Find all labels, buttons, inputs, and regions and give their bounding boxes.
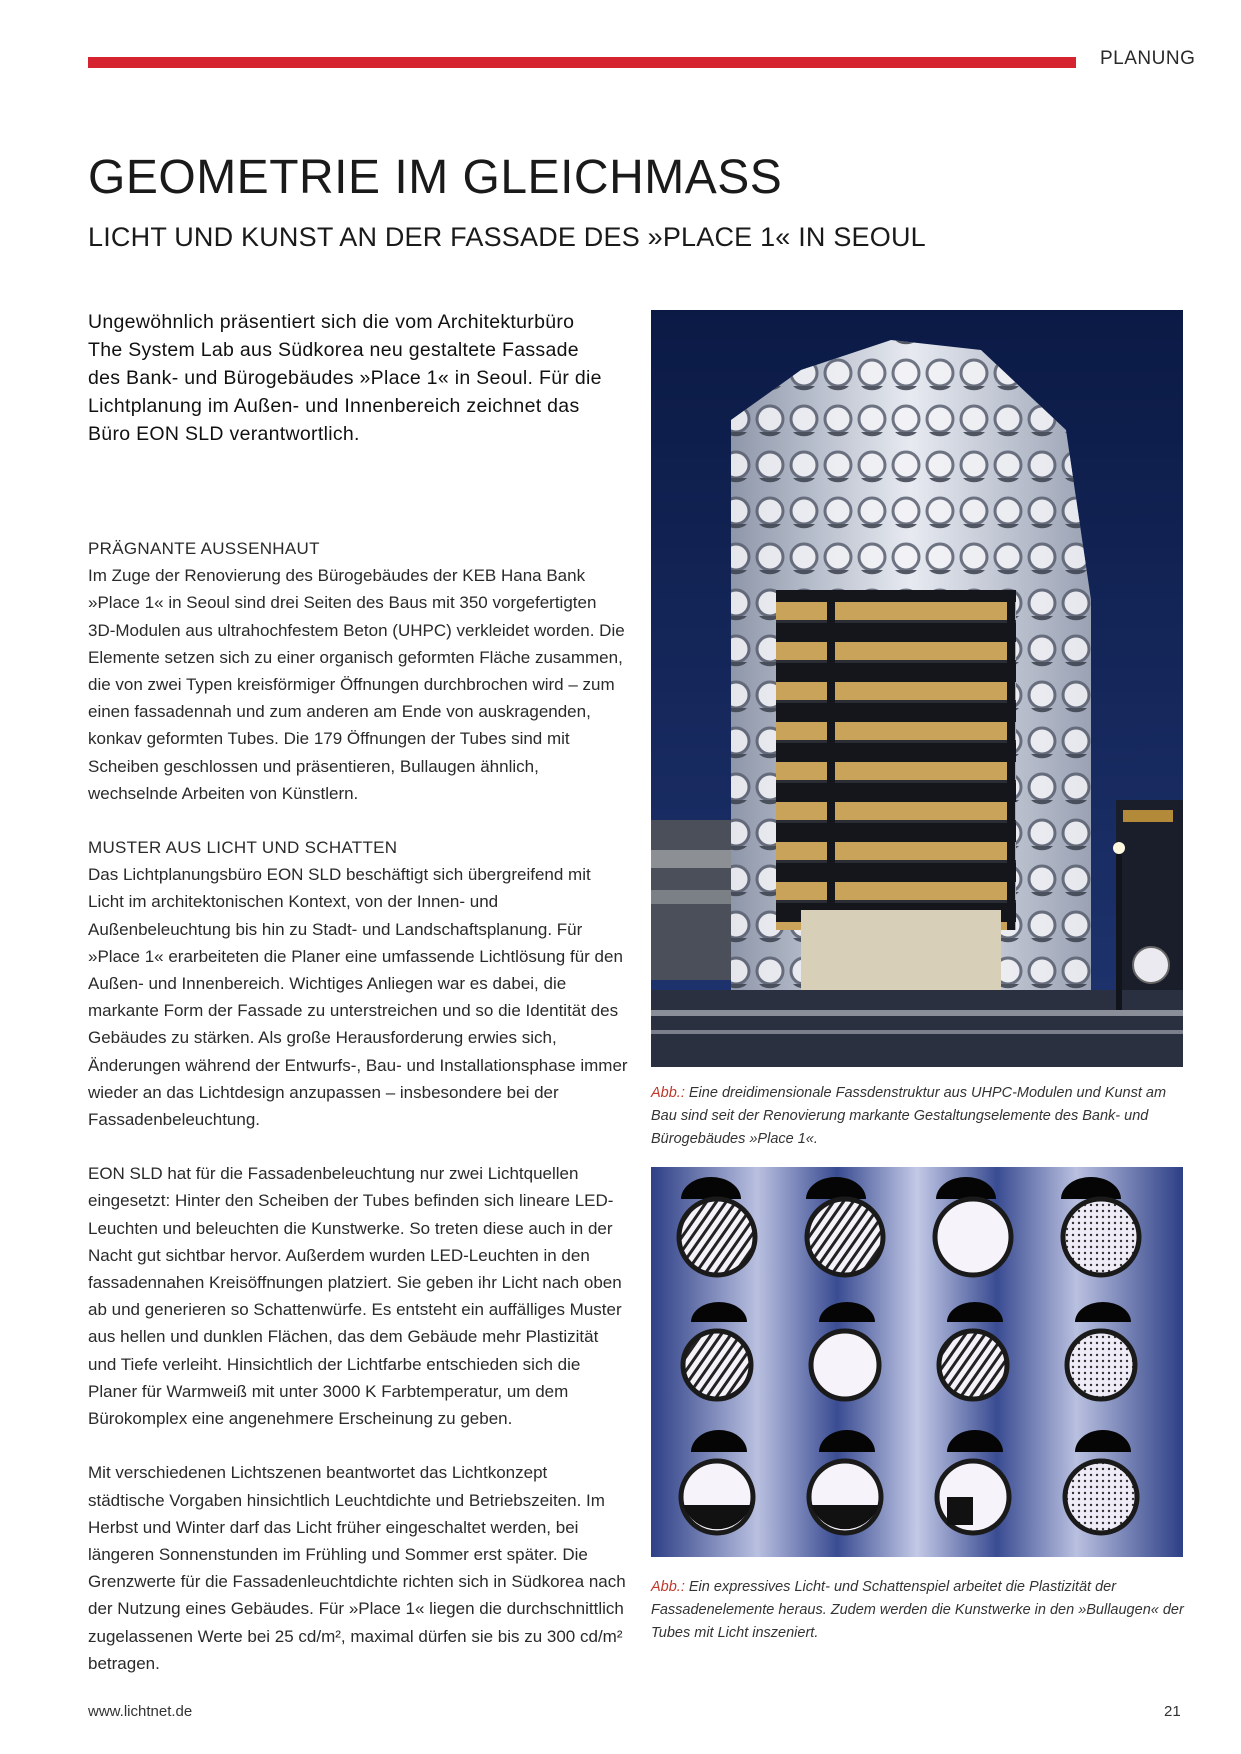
section-text: Das Lichtplanungsbüro EON SLD beschäftigt sich übergreifend mit Licht im architektonischen Kontext, von der Innen- und Außenbeleuchtung bis hin zu Stadt- und Landschaftsplanung. Für »Place 1« erarbeiteten die Planer eine umfassende Lichtlösung für den Außen- und Innenbereich. Wichtiges Anliegen war es dabei, die markante Form der Fassade zu unterstreichen und so die Identität des Gebäudes zu stärken. Als große Herausforderung erwies sich, Änderungen während der Entwurfs-, Bau- und Installationsphase immer wieder an das Lichtdesign anzupassen – insbesondere bei der Fassadenbeleuchtung. [88, 865, 628, 1130]
footer-url: www.lichtnet.de [88, 1703, 193, 1720]
figure-caption-text: Ein expressives Licht- und Schattenspiel arbeitet die Plastizität der Fassadenelemente heraus. Zudem werden die Kunstwerke in den »Bullaugen« der Tubes mit Licht inszeniert. [651, 1579, 1184, 1641]
section-heading: MUSTER AUS LICHT UND SCHATTEN [88, 838, 398, 858]
figure-caption-text: Eine dreidimensionale Fassdenstruktur aus UHPC-Modulen und Kunst am Bau sind seit der Renovierung markante Gestaltungselemente des Bank- und Bürogebäudes »Place 1«. [651, 1085, 1167, 1147]
building-photo [651, 310, 1183, 1067]
article-subtitle: LICHT UND KUNST AN DER FASSADE DES »PLACE 1« IN SEOUL [88, 222, 926, 252]
figure-label: Abb.: [651, 1085, 685, 1101]
facade-detail-photo [651, 1167, 1183, 1557]
figure-label: Abb.: [651, 1579, 685, 1595]
header-accent-bar [88, 57, 1076, 68]
section-label: PLANUNG [1100, 48, 1196, 69]
page-number: 21 [1164, 1703, 1181, 1720]
figure-caption [651, 1082, 1191, 1151]
body-paragraph: EON SLD hat für die Fassadenbeleuchtung nur zwei Lichtquellen eingesetzt: Hinter den Scheiben der Tubes befinden sich lineare LED-Leuchten und beleuchten die Kunstwerke. So treten diese auch in der Nacht gut sichtbar hervor. Außerdem wurden LED-Leuchten in den fassadennahen Kreisöffnungen platziert. Sie geben ihr Licht nach oben ab und generieren so Schattenwürfe. Es entsteht ein auffälliges Muster aus hellen und dunklen Flächen, das dem Gebäude mehr Plastizität und Tiefe verleiht. Hinsichtlich der Lichtfarbe entschieden sich die Planer für Warmweiß mit unter 3000 K Farbtemperatur, um dem Bürokomplex eine angenehmere Erscheinung zu geben. [88, 1164, 622, 1429]
article-lead: Ungewöhnlich präsentiert sich die vom Architekturbüro The System Lab aus Südkorea neu gestaltete Fassade des Bank- und Bürogebäudes »Place 1« in Seoul. Für die Lichtplanung im Außen- und Innenbereich zeichnet das Büro EON SLD verantwortlich. [88, 311, 602, 445]
article-title: GEOMETRIE IM GLEICHMASS [88, 151, 783, 204]
figure-caption [651, 1576, 1191, 1645]
body-paragraph: Mit verschiedenen Lichtszenen beantwortet das Lichtkonzept städtische Vorgaben hinsichtlich Leuchtdichte und Betriebszeiten. Im Herbst und Winter darf das Licht früher eingeschaltet werden, bei längeren Sonnenstunden im Frühling und Sommer erst später. Die Grenzwerte für die Fassadenleuchtdichte richten sich in Südkorea nach der Nutzung eines Gebäudes. Für »Place 1« liegen die durchschnittlich zugelassenen Werte bei 25 cd/m², maximal dürfen sie bis zu 300 cd/m² betragen. [88, 1463, 626, 1673]
section-text: Im Zuge der Renovierung des Bürogebäudes der KEB Hana Bank »Place 1« in Seoul sind drei Seiten des Baus mit 350 vorgefertigten 3D-Modulen aus ultrahochfestem Beton (UHPC) verkleidet worden. Die Elemente setzen sich zu einer organisch geformten Fläche zusammen, die von zwei Typen kreisförmiger Öffnungen durchbrochen wird – zum einen fassadennah und zum anderen am Ende von auskragenden, konkav geformten Tubes. Die 179 Öffnungen der Tubes sind mit Scheiben geschlossen und präsentieren, Bullaugen ähnlich, wechselnde Arbeiten von Künstlern. [88, 566, 625, 803]
article-body [88, 535, 628, 1677]
section-heading: PRÄGNANTE AUSSENHAUT [88, 539, 320, 558]
